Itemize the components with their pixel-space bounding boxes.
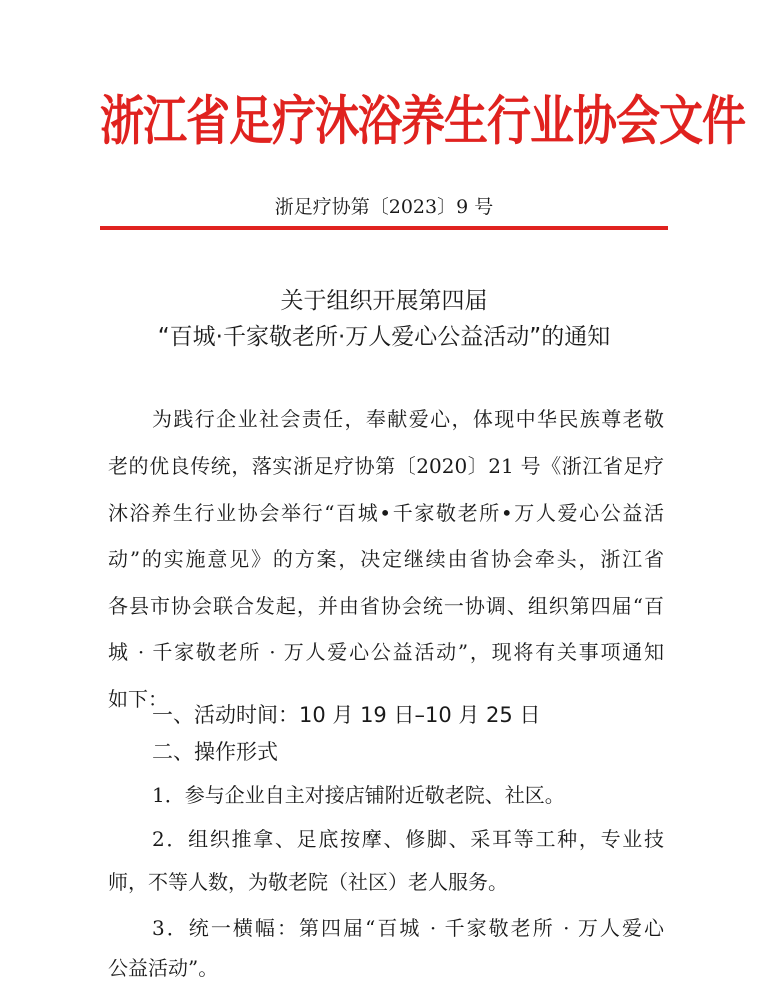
list-item-2: 2．组织推拿、足底按摩、修脚、采耳等工种，专业技 bbox=[152, 827, 664, 851]
notice-title-line-1: 关于组织开展第四届 bbox=[280, 288, 488, 314]
section-activity-time: 一、活动时间：10 月 19 日–10 月 25 日 bbox=[152, 703, 541, 727]
list-item-3: 3．统一横幅：第四届“百城 · 千家敬老所 · 万人爱心 bbox=[152, 916, 664, 940]
list-item-1: 1．参与企业自主对接店铺附近敬老院、社区。 bbox=[152, 783, 565, 807]
paragraph-line: 如下： bbox=[108, 687, 168, 711]
document-number: 浙足疗协第〔2023〕9 号 bbox=[274, 196, 494, 218]
paragraph-line: 城 · 千家敬老所 · 万人爱心公益活动”，现将有关事项通知 bbox=[108, 640, 664, 664]
list-item-2-continued: 师，不等人数，为敬老院（社区）老人服务。 bbox=[108, 870, 508, 894]
paragraph-line: 为践行企业社会责任，奉献爱心，体现中华民族尊老敬 bbox=[152, 407, 664, 431]
list-item-3-continued: 公益活动”。 bbox=[108, 956, 219, 980]
notice-title-line-2: “百城·千家敬老所·万人爱心公益活动”的通知 bbox=[157, 324, 611, 350]
header-divider bbox=[100, 226, 668, 230]
paragraph-line: 动”的实施意见》的方案，决定继续由省协会牵头，浙江省 bbox=[108, 547, 664, 571]
document-header-org-title: 浙江省足疗沐浴养生行业协会文件 bbox=[100, 90, 745, 152]
paragraph-line: 沐浴养生行业协会举行“百城•千家敬老所•万人爱心公益活 bbox=[108, 501, 664, 525]
paragraph-line: 各县市协会联合发起，并由省协会统一协调、组织第四届“百 bbox=[108, 594, 664, 618]
paragraph-line: 老的优良传统，落实浙足疗协第〔2020〕21 号《浙江省足疗 bbox=[108, 454, 664, 478]
section-operation-form: 二、操作形式 bbox=[152, 740, 278, 764]
